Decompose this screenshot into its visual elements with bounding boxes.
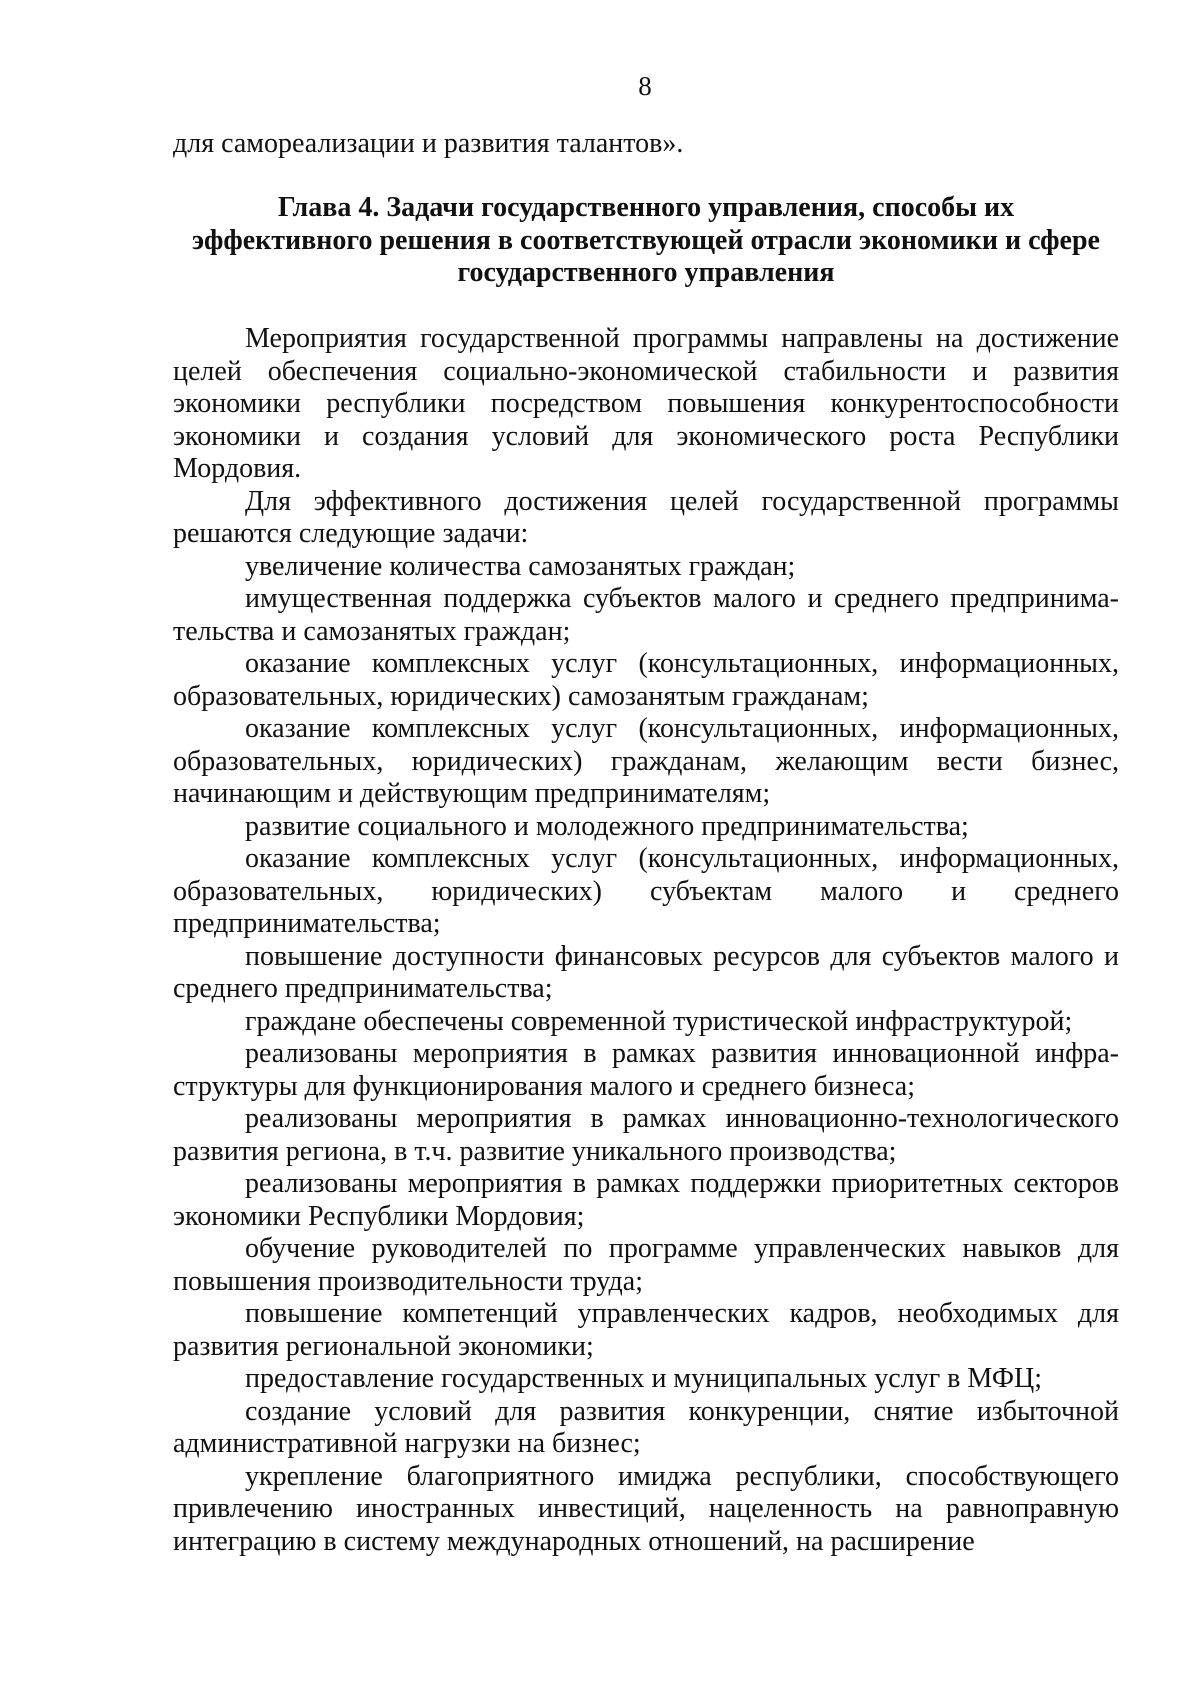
- list-item: граждане обеспечены современной туристической инфраструктурой;: [245, 1005, 1073, 1037]
- page-number: 8: [638, 71, 652, 101]
- list-item: реализованы мероприятия в рамках развития инновационной инфраструктуры для функционирования малого и среднего бизнеса;: [173, 1038, 1119, 1102]
- list-item: реализованы мероприятия в рамках поддержки приоритетных секторов экономики Республики Мордовия;: [173, 1168, 1119, 1232]
- list-item: развитие социального и молодежного предпринимательства;: [245, 810, 969, 842]
- list-item: увеличение количества самозанятых граждан;: [245, 550, 796, 582]
- list-item: реализованы мероприятия в рамках инновационно-технологического развития региона, в т.ч. развитие уникального производства;: [173, 1103, 1119, 1167]
- list-item: укрепление благоприятного имиджа республики, способствующего привлечению иностранных инвестиций, нацеленность на равноправную интеграцию в систему международных отношений, на расширение: [173, 1460, 1119, 1557]
- list-item: предоставление государственных и муниципальных услуг в МФЦ;: [245, 1363, 1043, 1394]
- continuation-line: [173, 128, 1119, 161]
- body-text: [173, 323, 1119, 1558]
- heading-line-3: государственного управления: [457, 257, 835, 288]
- chapter-heading: [173, 192, 1119, 290]
- list-item: повышение компетенций управленческих кадров, необходимых для развития региональной экономики;: [173, 1298, 1119, 1362]
- paragraph: Для эффективного достижения целей государственной программы решаются следующие задачи:: [173, 485, 1119, 549]
- list-item: обучение руководителей по программе управленческих навыков для повышения производительности труда;: [173, 1233, 1119, 1297]
- heading-line-1: Глава 4. Задачи государственного управления, способы их: [277, 192, 1015, 223]
- heading-line-2: эффективного решения в соответствующей отрасли экономики и сфере: [192, 224, 1100, 256]
- list-item: оказание комплексных услуг (консультационных, информационных, образовательных, юридических) субъектам малого и среднего предпринимательства;: [173, 843, 1119, 939]
- list-item: имущественная поддержка субъектов малого и среднего предпринимательства и самозанятых граждан;: [173, 583, 1119, 647]
- list-item: создание условий для развития конкуренции, снятие избыточной административной нагрузки на бизнес;: [173, 1395, 1119, 1459]
- list-item: оказание комплексных услуг (консультационных, информационных, образовательных, юридических) гражданам, желающим вести бизнес, начинающим и действующим предпринимателям;: [173, 713, 1119, 809]
- list-item: оказание комплексных услуг (консультационных, информационных, образовательных, юридических) самозанятым гражданам;: [173, 648, 1119, 712]
- continuation-text: для самореализации и развития талантов».: [173, 128, 684, 159]
- paragraph: Мероприятия государственной программы направлены на достижение целей обеспечения социально-экономической стабильности и развития экономики республики посредством повышения конкурентоспособности экономики и создания условий для экономического роста Республики Мордовия.: [173, 323, 1119, 484]
- list-item: повышение доступности финансовых ресурсов для субъектов малого и среднего предпринимательства;: [173, 940, 1119, 1004]
